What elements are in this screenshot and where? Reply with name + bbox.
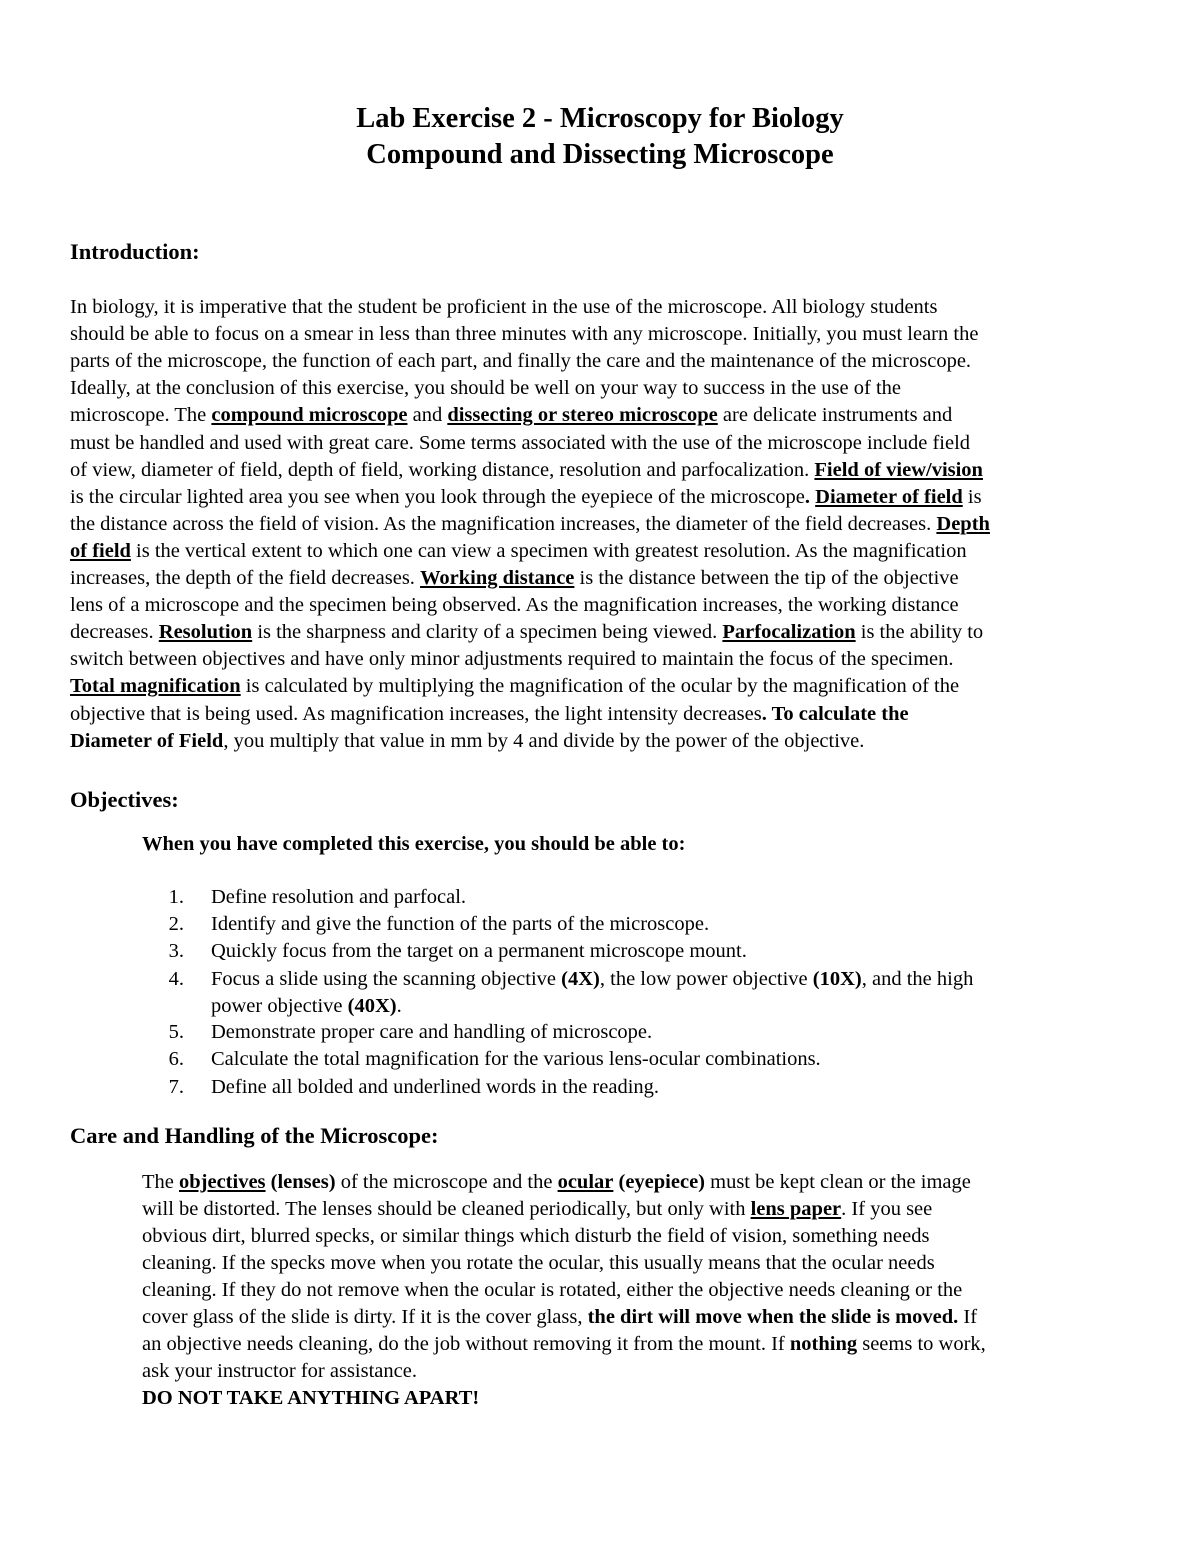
text-run: increases, the depth of the field decreases.	[70, 567, 421, 589]
key-term: of field	[70, 539, 131, 562]
care-line	[142, 1331, 986, 1357]
key-term: Depth	[936, 512, 990, 535]
intro-line	[70, 592, 959, 618]
text-run: objective that is being used. As magnification increases, the light intensity decreases	[70, 702, 762, 725]
text-run: . If you see	[841, 1198, 933, 1220]
intro-line	[70, 701, 909, 727]
bold-text: (eyepiece)	[618, 1171, 705, 1193]
intro-line	[70, 321, 978, 347]
care-line	[142, 1169, 971, 1195]
text-run: the distance across the field of vision. As the magnification increases, the diameter of the field decreases.	[70, 512, 937, 535]
intro-line	[70, 538, 967, 564]
bold-text: (10X)	[812, 968, 862, 990]
text-run: Focus a slide using the scanning objective	[211, 968, 562, 990]
key-term: ocular	[557, 1171, 614, 1193]
text-run: is calculated by multiplying the magnification of the ocular by the magnification of the	[240, 675, 960, 698]
key-term: dissecting or stereo microscope	[447, 404, 718, 427]
key-term: Parfocalization	[722, 621, 856, 644]
text-run: ask your instructor for assistance.	[142, 1360, 417, 1382]
text-run: , the low power objective	[599, 968, 813, 990]
text-run: is the circular lighted area you see when you look through the eyepiece of the microscope	[70, 485, 805, 508]
key-term: compound microscope	[211, 404, 408, 427]
text-run: is the sharpness and clarity of a specimen being viewed.	[252, 621, 723, 644]
care-line	[142, 1223, 929, 1249]
text-run: , and the high	[861, 968, 974, 990]
list-item	[211, 938, 747, 964]
care-line	[142, 1304, 977, 1330]
text-run: cleaning. If the specks move when you rotate the ocular, this usually means that the ocular needs	[142, 1252, 935, 1274]
list-item	[211, 1019, 652, 1045]
key-term: Diameter of field	[815, 485, 963, 508]
text-run: Identify and give the function of the parts of the microscope.	[211, 913, 710, 935]
title-line-2: Compound and Dissecting Microscope	[366, 139, 834, 170]
text-run: is the ability to	[855, 621, 984, 644]
bold-text: (lenses)	[270, 1171, 336, 1193]
key-term: lens paper	[750, 1198, 842, 1220]
list-item	[211, 1074, 659, 1100]
intro-line	[70, 484, 982, 510]
list-item-number: 2.	[168, 913, 184, 935]
key-term: Field of view/vision	[814, 458, 983, 481]
text-run: must be kept clean or the image	[705, 1171, 971, 1193]
text-run: Demonstrate proper care and handling of microscope.	[211, 1021, 653, 1043]
text-run: of view, diameter of field, depth of field, working distance, resolution and parfocalization.	[70, 458, 815, 481]
text-run: If	[958, 1306, 978, 1328]
care-line	[142, 1358, 417, 1384]
text-run: should be able to focus on a smear in less than three minutes with any microscope. Initially, you must learn the	[70, 323, 979, 346]
text-run: Calculate the total magnification for the various lens-ocular combinations.	[211, 1048, 821, 1070]
bold-text: nothing	[789, 1333, 858, 1355]
care-line	[142, 1277, 962, 1303]
text-run: and	[407, 404, 448, 427]
text-run: decreases.	[70, 621, 159, 644]
text-run: is the distance between the tip of the objective	[574, 567, 959, 589]
list-item-number: 5.	[168, 1021, 184, 1043]
text-run: is the vertical extent to which one can view a specimen with greatest resolution. As the magnification	[130, 539, 967, 562]
care-line	[142, 1250, 935, 1276]
title-line-1: Lab Exercise 2 - Microscopy for Biology	[356, 103, 844, 134]
text-run: obvious dirt, blurred specks, or similar things which disturb the field of vision, something needs	[142, 1225, 930, 1247]
list-item	[211, 884, 466, 910]
objectives-subheading: When you have completed this exercise, you should be able to:	[142, 833, 686, 855]
text-run: switch between objectives and have only minor adjustments required to maintain the focus of the specimen.	[70, 648, 954, 671]
text-run: an objective needs cleaning, do the job without removing it from the mount. If	[142, 1333, 790, 1355]
intro-line	[70, 430, 970, 456]
text-run: of the microscope and the	[335, 1171, 558, 1193]
text-run: .	[396, 995, 402, 1017]
text-run: cover glass of the slide is dirty. If it is the cover glass,	[142, 1306, 588, 1328]
text-run: is	[962, 485, 982, 508]
list-item-number: 3.	[168, 940, 184, 962]
care-heading: Care and Handling of the Microscope:	[70, 1123, 439, 1148]
list-item-number: 6.	[168, 1048, 184, 1070]
care-line	[142, 1385, 479, 1411]
text-run: will be distorted. The lenses should be cleaned periodically, but only with	[142, 1198, 751, 1220]
care-line	[142, 1196, 932, 1222]
bold-text: DO NOT TAKE ANYTHING APART!	[142, 1387, 480, 1409]
introduction-heading: Introduction:	[70, 239, 200, 264]
text-run: Ideally, at the conclusion of this exercise, you should be well on your way to success in the use of the	[70, 377, 901, 400]
text-run: Define resolution and parfocal.	[211, 886, 467, 908]
bold-text: (40X)	[347, 995, 397, 1017]
bold-text: . To calculate the	[761, 702, 909, 725]
intro-line	[70, 348, 971, 374]
text-run: Quickly focus from the target on a permanent microscope mount.	[211, 940, 747, 962]
bold-text: Diameter of Field	[70, 729, 224, 752]
intro-line	[70, 511, 990, 537]
key-term: objectives	[179, 1171, 266, 1193]
text-run: The	[142, 1171, 179, 1193]
text-run: In biology, it is imperative that the student be proficient in the use of the microscope. All biology students	[70, 296, 938, 318]
intro-line	[70, 375, 901, 401]
list-item	[211, 1046, 821, 1072]
text-run: power objective	[211, 995, 348, 1017]
key-term: Working distance	[420, 567, 575, 589]
key-term: Total magnification	[70, 675, 241, 698]
list-item	[211, 911, 709, 937]
intro-line	[70, 402, 952, 428]
intro-line	[70, 457, 983, 483]
text-run: are delicate instruments and	[717, 404, 953, 427]
text-run: Define all bolded and underlined words in the reading.	[211, 1076, 660, 1098]
text-run: lens of a microscope and the specimen being observed. As the magnification increases, the working distance	[70, 594, 959, 617]
text-run: microscope. The	[70, 404, 212, 427]
objectives-heading: Objectives:	[70, 787, 179, 812]
bold-text: .	[804, 485, 811, 508]
list-item-number: 1.	[168, 886, 184, 908]
intro-line	[70, 294, 937, 320]
bold-text: the dirt will move when the slide is moved.	[587, 1306, 959, 1328]
list-item-number: 4.	[168, 968, 184, 990]
text-run: seems to work,	[857, 1333, 986, 1355]
list-item	[211, 993, 402, 1019]
text-run: must be handled and used with great care. Some terms associated with the use of the microscope include field	[70, 431, 971, 454]
list-item-number: 7.	[168, 1076, 184, 1098]
intro-line	[70, 728, 864, 754]
key-term: Resolution	[158, 621, 253, 644]
text-run: parts of the microscope, the function of each part, and finally the care and the maintenance of the microscope.	[70, 350, 972, 373]
list-item	[211, 966, 973, 992]
intro-line	[70, 619, 983, 645]
intro-line	[70, 646, 954, 672]
text-run: cleaning. If they do not remove when the ocular is rotated, either the objective needs cleaning or the	[142, 1279, 963, 1301]
bold-text: (4X)	[561, 968, 600, 990]
intro-line	[70, 565, 959, 591]
intro-line	[70, 673, 959, 699]
text-run: , you multiply that value in mm by 4 and divide by the power of the objective.	[223, 729, 865, 752]
